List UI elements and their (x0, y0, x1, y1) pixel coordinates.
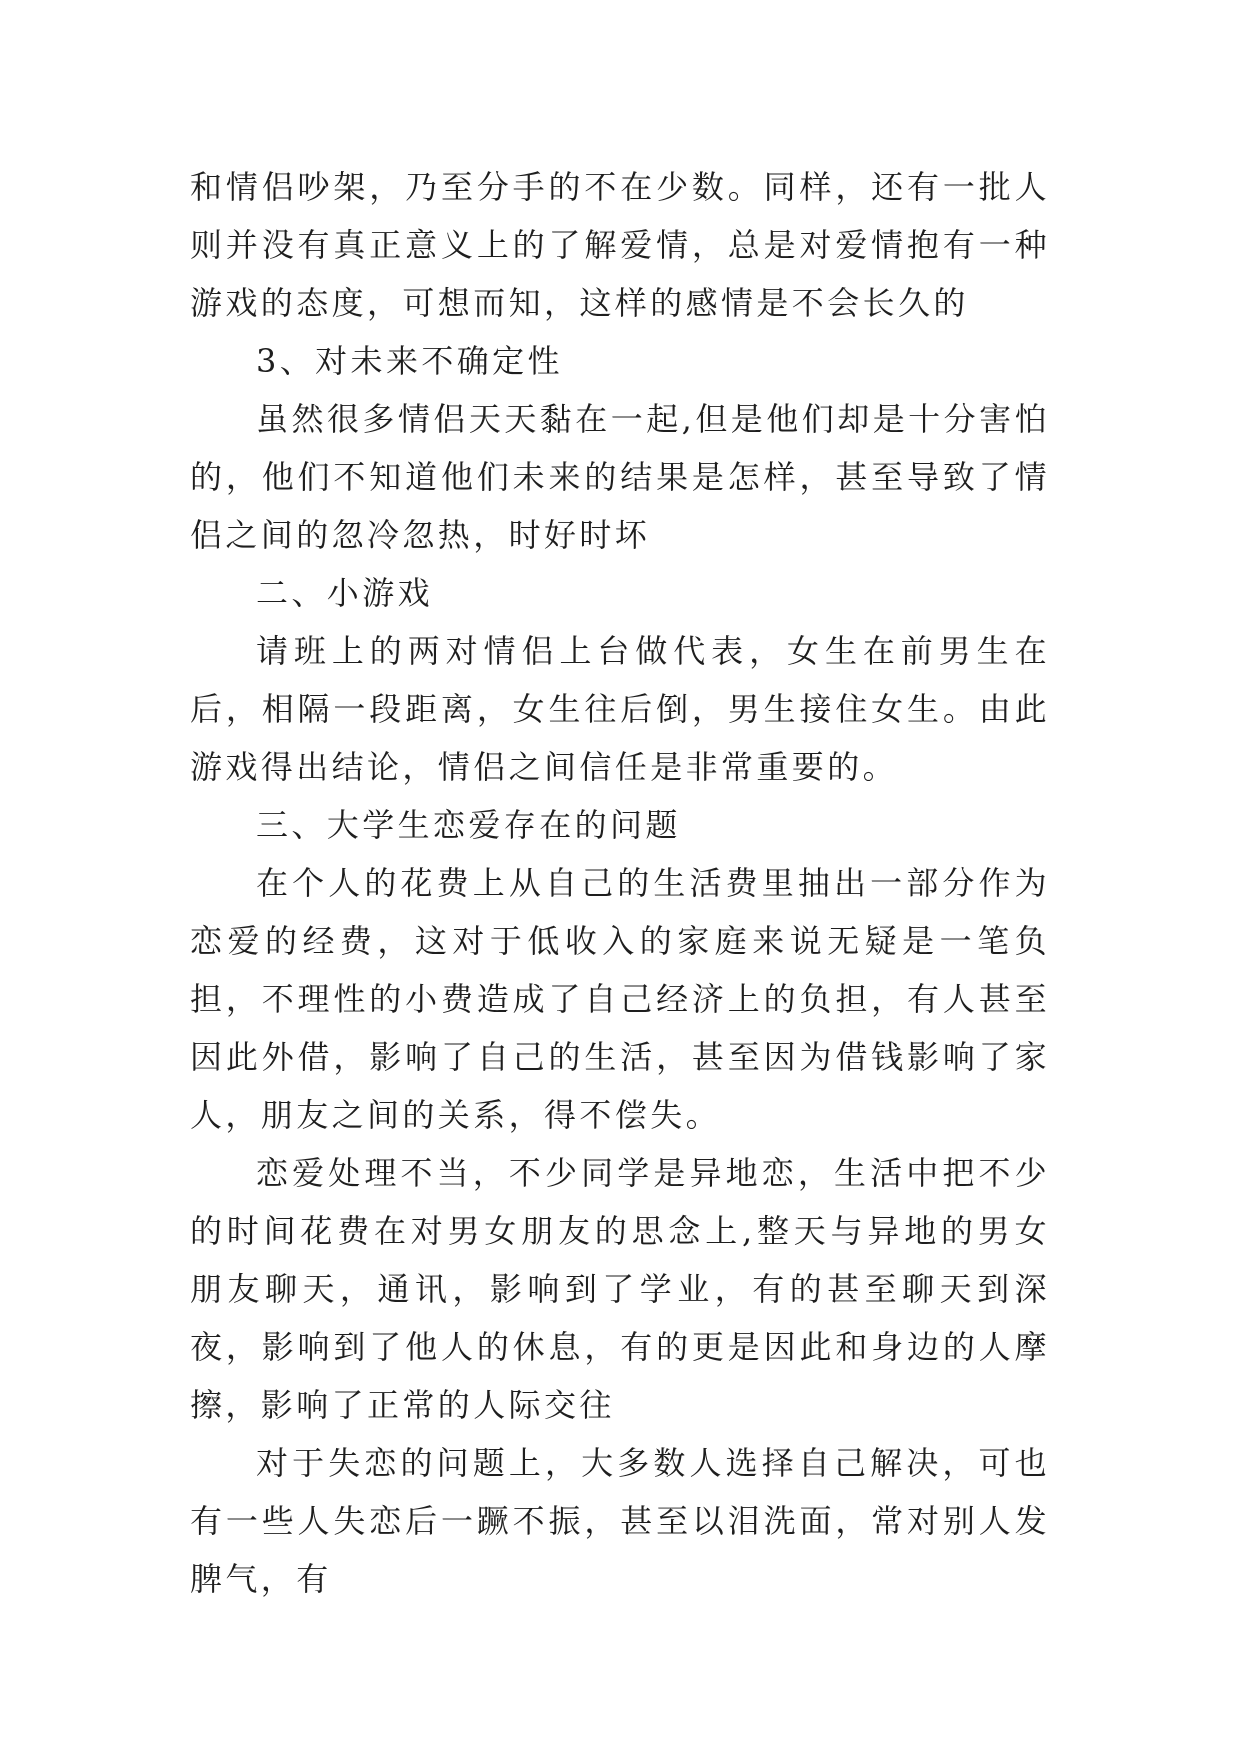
paragraph-spending: 在个人的花费上从自己的生活费里抽出一部分作为恋爱的经费，这对于低收入的家庭来说无疑是一笔负担，不理性的小费造成了自己经济上的负担，有人甚至因此外借，影响了自己的生活，甚至因为借钱影响了家人，朋友之间的关系，得不偿失。 (190, 864, 1050, 1134)
paragraph-long-distance: 恋爱处理不当，不少同学是异地恋，生活中把不少的时间花费在对男女朋友的思念上,整天与异地的男女朋友聊天，通讯，影响到了学业，有的甚至聊天到深夜，影响到了他人的休息，有的更是因此和身边的人摩擦，影响了正常的人际交往 (190, 1154, 1050, 1424)
paragraph-small-game: 请班上的两对情侣上台做代表，女生在前男生在后，相隔一段距离，女生往后倒，男生接住女生。由此游戏得出结论，情侣之间信任是非常重要的。 (190, 632, 1050, 786)
paragraph-continuation: 和情侣吵架，乃至分手的不在少数。同样，还有一批人则并没有真正意义上的了解爱情，总是对爱情抱有一种游戏的态度，可想而知，这样的感情是不会长久的 (190, 168, 1050, 322)
document-body (190, 158, 1050, 1608)
paragraph-uncertainty: 虽然很多情侣天天黏在一起,但是他们却是十分害怕的，他们不知道他们未来的结果是怎样，甚至导致了情侣之间的忽冷忽热，时好时坏 (190, 400, 1050, 554)
section-heading-uncertainty: 3、对未来不确定性 (256, 342, 563, 380)
section-heading-small-game: 二、小游戏 (256, 574, 434, 612)
section-heading-problems: 三、大学生恋爱存在的问题 (256, 806, 681, 844)
paragraph-breakup: 对于失恋的问题上，大多数人选择自己解决，可也有一些人失恋后一蹶不振，甚至以泪洗面，常对别人发脾气，有 (190, 1444, 1050, 1598)
